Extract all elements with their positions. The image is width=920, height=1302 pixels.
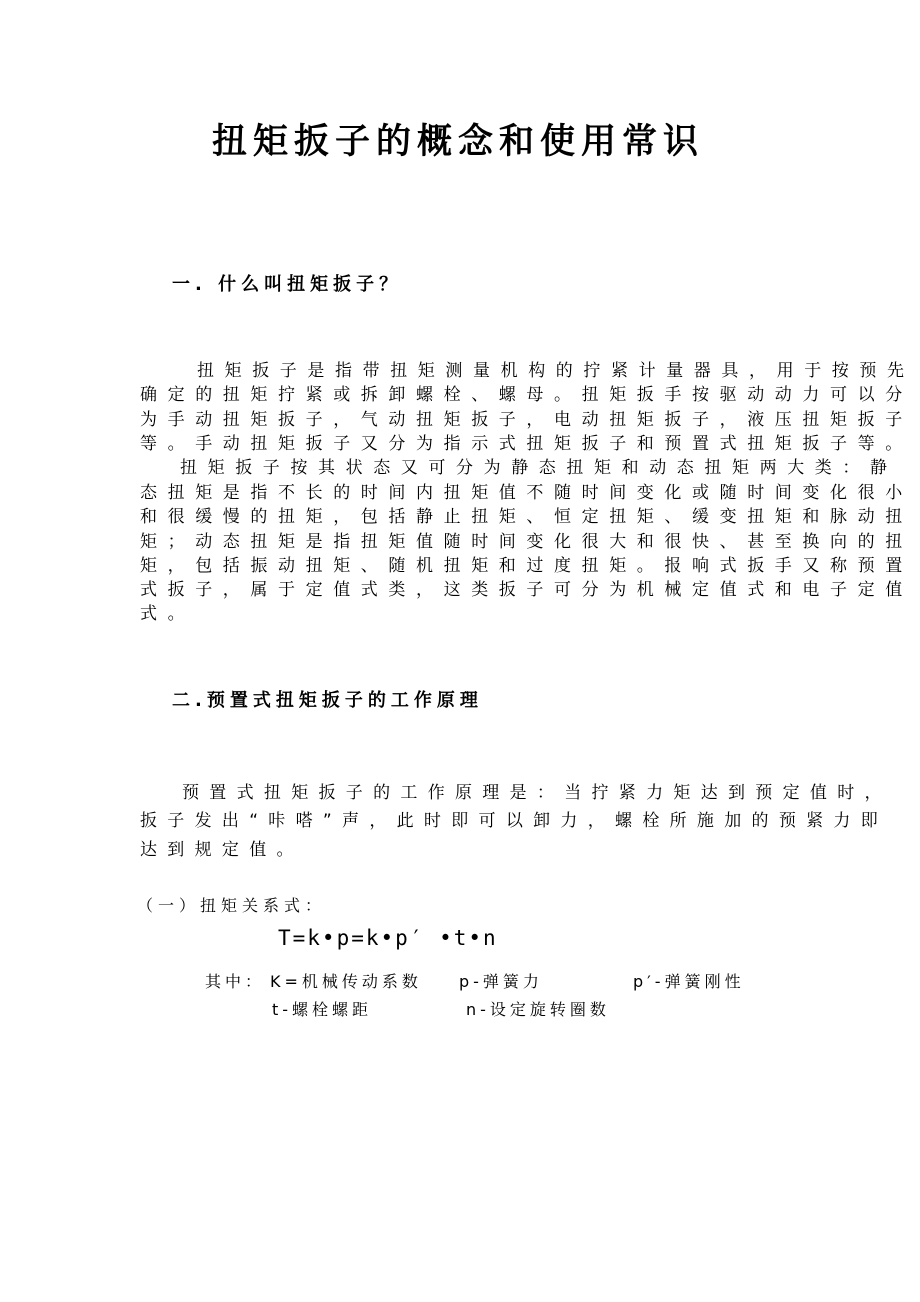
section-2-heading: 二.预置式扭矩扳子的工作原理 bbox=[172, 690, 483, 711]
formula-subheading: （一）扭矩关系式： bbox=[137, 896, 327, 915]
paragraph-line: 扭矩扳子是指带扭矩测量机构的拧紧计量器具，用于按预先 bbox=[197, 361, 915, 381]
paragraph-line: 达到规定值。 bbox=[140, 840, 304, 860]
formula-note-n: n-设定旋转圈数 bbox=[466, 1000, 610, 1019]
section-1-heading: 一. 什么叫扭矩扳子？ bbox=[172, 274, 403, 295]
formula-note-t: t-螺栓螺距 bbox=[272, 1000, 373, 1019]
paragraph-line: 和很缓慢的扭矩，包括静止扭矩、恒定扭矩、缓变扭矩和脉动扭 bbox=[140, 507, 913, 527]
paragraph-line: 预置式扭矩扳子的工作原理是：当拧紧力矩达到预定值时， bbox=[182, 783, 892, 803]
paragraph-line: 扭矩扳子按其状态又可分为静态扭矩和动态扭矩两大类：静 bbox=[180, 458, 898, 478]
paragraph-line: 矩；动态扭矩是指扭矩值随时间变化很大和很快、甚至换向的扭 bbox=[140, 532, 913, 552]
document-title: 扭矩扳子的概念和使用常识 bbox=[212, 121, 705, 162]
paragraph-line: 扳子发出“咔嗒”声，此时即可以卸力，螺栓所施加的预紧力即 bbox=[140, 811, 889, 831]
paragraph-line: 等。手动扭矩扳子又分为指示式扭矩扳子和预置式扭矩扳子等。 bbox=[140, 434, 913, 454]
torque-formula: T=k•p=k•p′ •t•n bbox=[278, 926, 498, 950]
paragraph-line: 矩，包括振动扭矩、随机扭矩和过度扭矩。报响式扳手又称预置 bbox=[140, 556, 913, 576]
paragraph-line: 确定的扭矩拧紧或拆卸螺栓、螺母。扭矩扳手按驱动动力可以分 bbox=[140, 385, 913, 405]
paragraph-line: 态扭矩是指不长的时间内扭矩值不随时间变化或随时间变化很小 bbox=[140, 483, 913, 503]
paragraph-line: 式。 bbox=[140, 604, 196, 624]
paragraph-line: 为手动扭矩扳子，气动扭矩扳子，电动扭矩扳子，液压扭矩扳子 bbox=[140, 410, 913, 430]
formula-note-prefix: 其中： bbox=[205, 972, 266, 991]
formula-note-p-prime: p′-弹簧刚性 bbox=[633, 972, 745, 991]
formula-note-p: p-弹簧力 bbox=[459, 972, 543, 991]
paragraph-line: 式扳子，属于定值式类，这类扳子可分为机械定值式和电子定值 bbox=[140, 580, 913, 600]
formula-note-k: K=机械传动系数 bbox=[270, 972, 422, 991]
